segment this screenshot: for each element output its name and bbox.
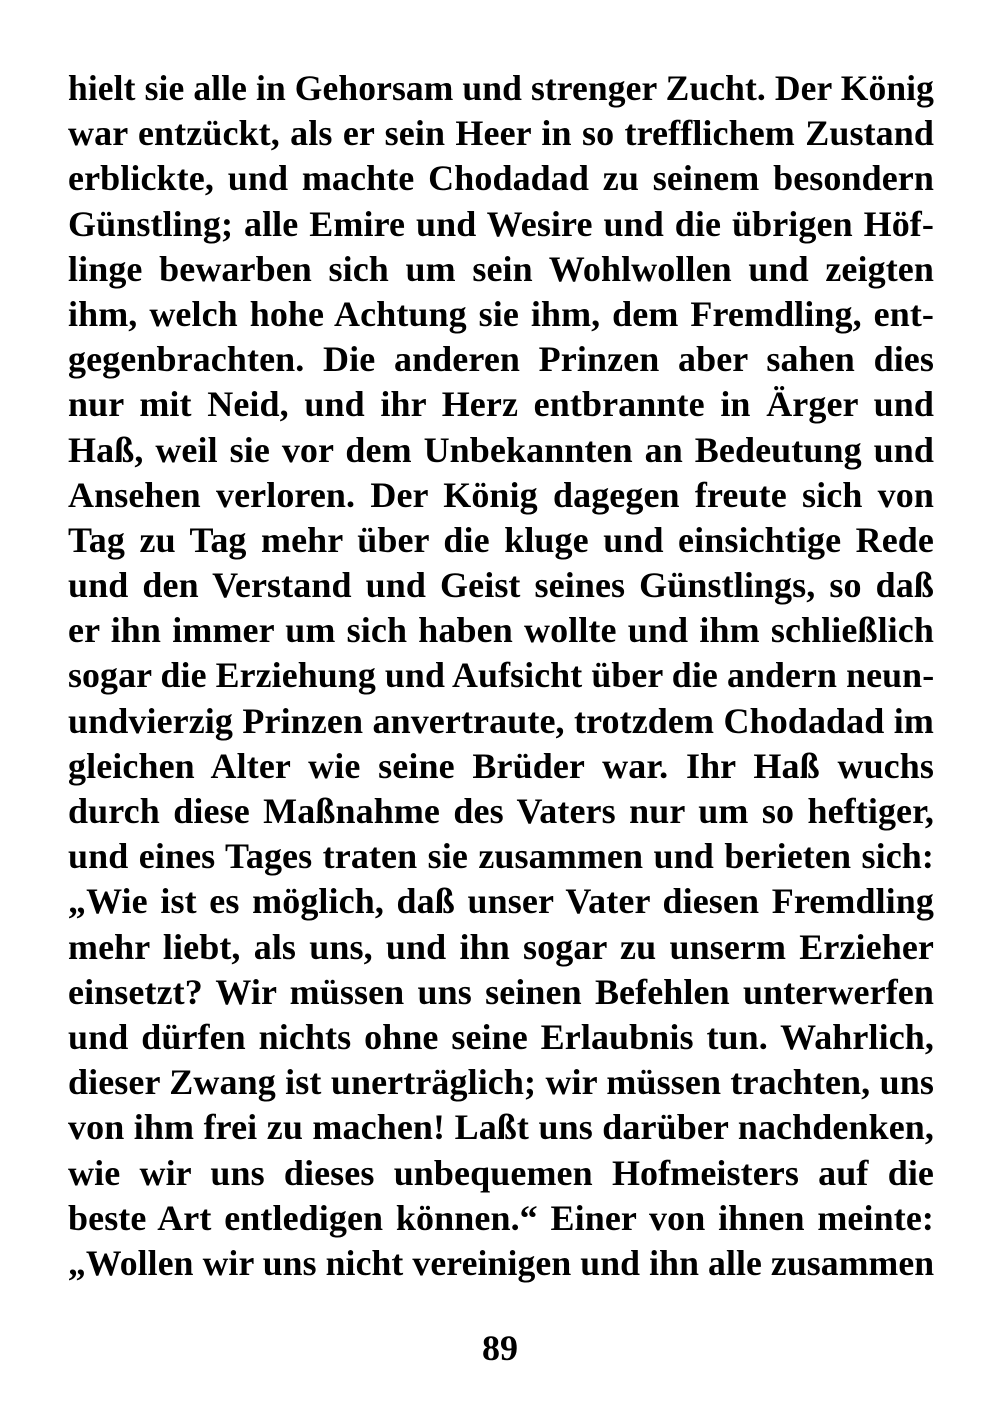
text-line: linge bewarben sich um sein Wohlwollen und zeigten: [68, 248, 934, 289]
text-line: sogar die Erziehung und Aufsicht über die andern neun-: [68, 655, 935, 696]
page-number: 89: [482, 1328, 518, 1368]
text-line: Tag zu Tag mehr über die kluge und einsichtige Rede: [68, 519, 934, 560]
text-line: Ansehen verloren. Der König dagegen freute sich von: [68, 474, 934, 515]
text-line: nur mit Neid, und ihr Herz entbrannte in Ärger und: [68, 384, 934, 425]
text-line: „Wollen wir uns nicht vereinigen und ihn alle zusammen: [68, 1242, 935, 1283]
text-line: hielt sie alle in Gehorsam und strenger Zucht. Der König: [68, 68, 934, 108]
text-line: Haß, weil sie vor dem Unbekannten an Bedeutung und: [68, 429, 934, 470]
text-line: ihm, welch hohe Achtung sie ihm, dem Fremdling, ent-: [68, 293, 934, 334]
text-line: dieser Zwang ist unerträglich; wir müssen trachten, uns: [68, 1062, 934, 1103]
text-line: durch diese Maßnahme des Vaters nur um so heftiger,: [68, 791, 934, 831]
text-line: erblickte, und machte Chodadad zu seinem besondern: [68, 158, 934, 199]
text-line: einsetzt? Wir müssen uns seinen Befehlen unterwerfen: [68, 971, 934, 1012]
text-line: und eines Tages traten sie zusammen und berieten sich:: [68, 836, 934, 877]
text-line: Günstling; alle Emire und Wesire und die übrigen Höf-: [68, 203, 934, 244]
text-line: „Wie ist es möglich, daß unser Vater diesen Fremdling: [68, 881, 934, 922]
text-line: gegenbrachten. Die anderen Prinzen aber sahen dies: [68, 339, 934, 380]
text-line: mehr liebt, als uns, und ihn sogar zu unserm Erzieher: [68, 926, 934, 967]
text-line: und dürfen nichts ohne seine Erlaubnis tun. Wahrlich,: [68, 1016, 934, 1057]
text-line: beste Art entledigen können.“ Einer von ihnen meinte:: [68, 1197, 934, 1238]
text-line: war entzückt, als er sein Heer in so trefflichem Zustand: [68, 113, 934, 154]
body-text: [68, 66, 934, 1286]
text-line: er ihn immer um sich haben wollte und ihm schließlich: [68, 610, 934, 651]
text-line: von ihm frei zu machen! Laßt uns darüber nachdenken,: [68, 1107, 934, 1148]
text-line: und den Verstand und Geist seines Günstlings, so daß: [68, 565, 934, 606]
text-line: wie wir uns dieses unbequemen Hofmeisters auf die: [68, 1152, 934, 1193]
text-line: undvierzig Prinzen anvertraute, trotzdem Chodadad im: [68, 700, 934, 741]
text-line: gleichen Alter wie seine Brüder war. Ihr Haß wuchs: [68, 745, 934, 786]
